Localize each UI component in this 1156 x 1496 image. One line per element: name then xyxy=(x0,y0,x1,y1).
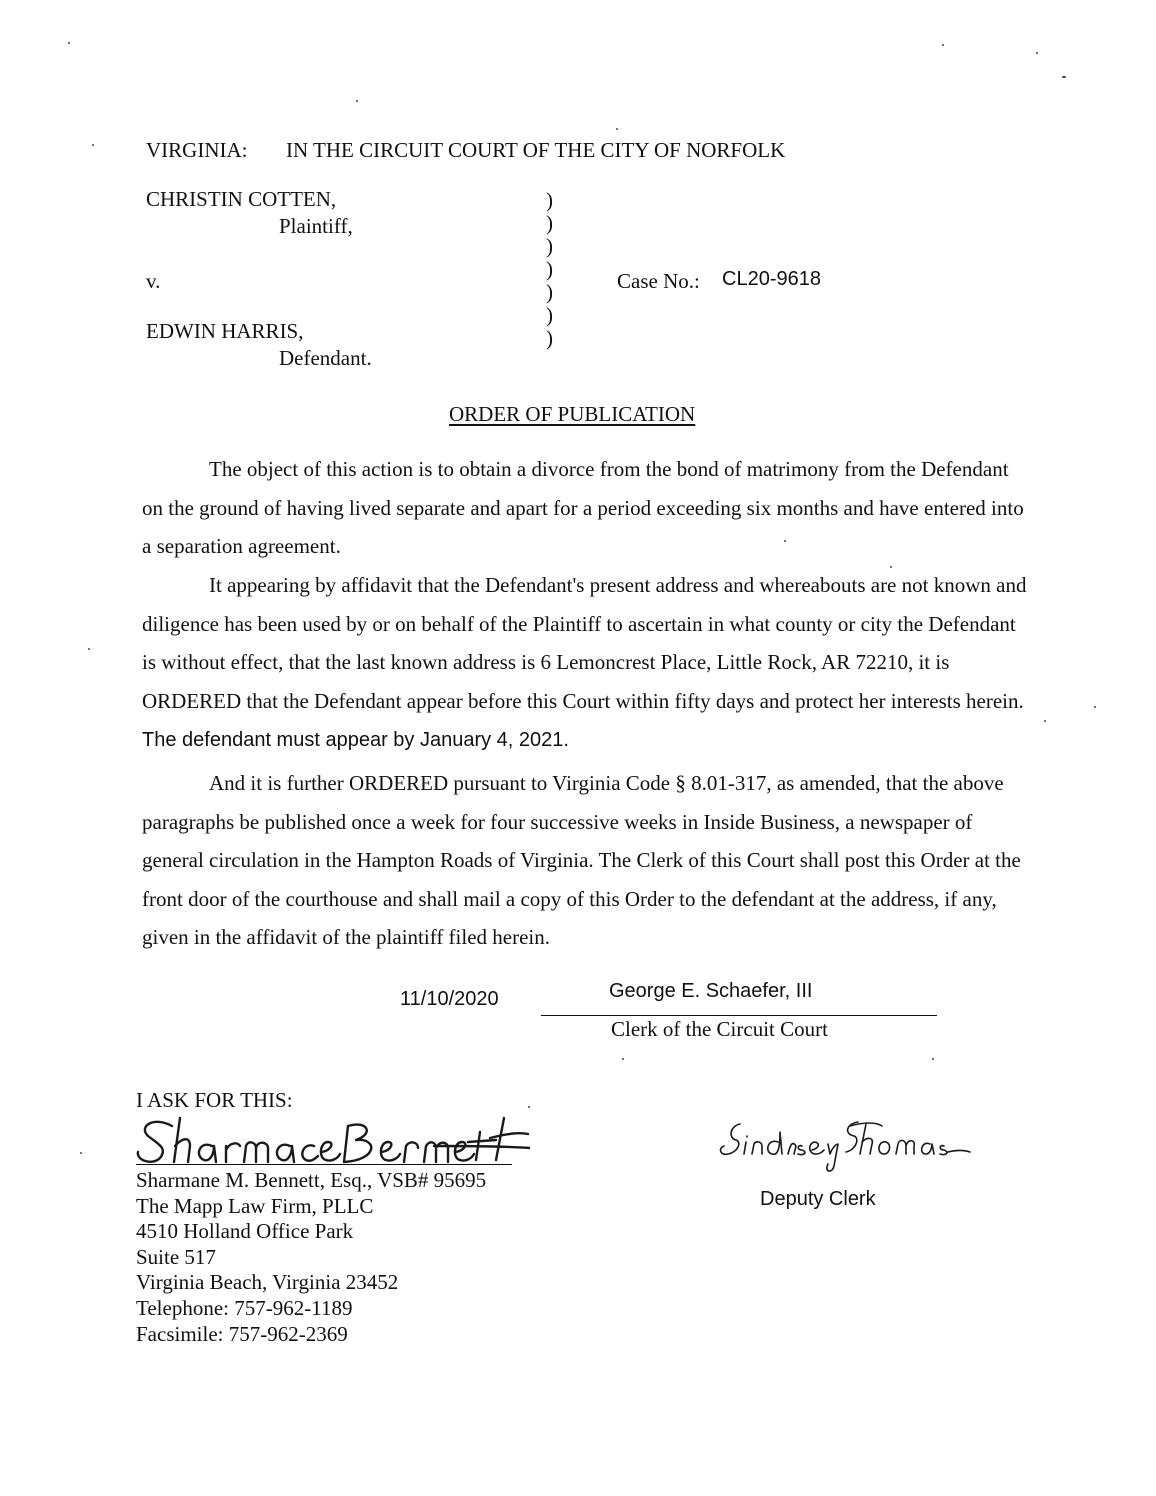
scan-speck xyxy=(942,44,944,46)
attorney-city: Virginia Beach, Virginia 23452 xyxy=(136,1270,399,1295)
attorney-firm: The Mapp Law Firm, PLLC xyxy=(136,1193,374,1218)
order-paragraph-3: And it is further ORDERED pursuant to Virginia Code § 8.01-317, as amended, that the above paragraphs be published once a week for four successive weeks in Inside Business, a newspaper of general circulation in the Hampton Roads of Virginia. The Clerk of this Court shall post this Order at the front door of the courthouse and shall mail a copy of this Order to the defendant at the address, if any, given in the affidavit of the plaintiff filed herein. xyxy=(142,771,1021,949)
scan-speck xyxy=(1094,706,1096,708)
caption-parenthesis: ) xyxy=(546,257,553,281)
defendant-role: Defendant. xyxy=(279,346,372,370)
scan-speck xyxy=(1062,76,1066,78)
caption-parenthesis-column xyxy=(546,189,553,350)
plaintiff-name: CHRISTIN COTTEN, xyxy=(146,187,337,211)
attorney-telephone: Telephone: 757-962-1189 xyxy=(136,1295,353,1320)
scan-speck xyxy=(528,1106,530,1108)
clerk-name: George E. Schaefer, III xyxy=(609,980,813,1002)
scan-speck xyxy=(1044,720,1046,722)
attorney-signature xyxy=(134,1112,530,1168)
order-paragraph-2-text: It appearing by affidavit that the Defendant's present address and whereabouts are not known and diligence has been used by or on behalf of the Plaintiff to ascertain in what county or city the Defendant is without effect, that the last known address is 6 Lemoncrest Place, Little Rock, AR 72210, it is ORDERED that the Defendant appear before this Court within fifty days and protect her interests herein. xyxy=(142,573,1027,713)
deputy-clerk-title: Deputy Clerk xyxy=(760,1188,876,1210)
scan-speck xyxy=(92,144,94,146)
attorney-facsimile: Facsimile: 757-962-2369 xyxy=(136,1321,348,1346)
request-label: I ASK FOR THIS: xyxy=(136,1088,293,1112)
scan-speck xyxy=(68,42,70,44)
deputy-clerk-signature xyxy=(716,1116,972,1176)
caption-parenthesis: ) xyxy=(546,188,553,212)
scan-speck xyxy=(932,1058,934,1060)
scan-speck xyxy=(80,1152,82,1154)
caption-parenthesis: ) xyxy=(546,280,553,304)
scan-speck xyxy=(622,1058,624,1060)
caption-parenthesis: ) xyxy=(546,303,553,327)
caption-parenthesis: ) xyxy=(546,326,553,350)
caption-parenthesis: ) xyxy=(546,234,553,258)
case-number-label: Case No.: xyxy=(617,269,700,293)
scan-speck xyxy=(356,100,358,102)
order-paragraph-2 xyxy=(142,566,1032,760)
attorney-signature-line xyxy=(136,1164,512,1165)
defendant-name: EDWIN HARRIS, xyxy=(146,319,304,343)
scan-speck xyxy=(88,648,90,650)
case-number-value: CL20-9618 xyxy=(722,268,821,290)
attorney-street: 4510 Holland Office Park xyxy=(136,1219,354,1244)
appearance-deadline: The defendant must appear by January 4, 2021. xyxy=(142,729,569,751)
order-date: 11/10/2020 xyxy=(400,988,499,1010)
clerk-signature-line xyxy=(541,1015,937,1016)
clerk-title: Clerk of the Circuit Court xyxy=(611,1017,828,1041)
caption-court: IN THE CIRCUIT COURT OF THE CITY OF NORFOLK xyxy=(286,138,786,162)
attorney-contact-block xyxy=(136,1168,486,1347)
scan-speck xyxy=(1036,52,1038,54)
versus-label: v. xyxy=(146,269,161,293)
scan-speck xyxy=(616,128,618,130)
order-paragraph-1: The object of this action is to obtain a divorce from the bond of matrimony from the Defendant on the ground of having lived separate and apart for a period exceeding six months and have entered into a separation agreement. xyxy=(142,457,1024,558)
attorney-suite: Suite 517 xyxy=(136,1244,216,1269)
plaintiff-role: Plaintiff, xyxy=(279,214,353,238)
attorney-name: Sharmane M. Bennett, Esq., VSB# 95695 xyxy=(136,1168,487,1192)
caption-state: VIRGINIA: xyxy=(146,138,248,162)
order-title: ORDER OF PUBLICATION xyxy=(449,402,696,426)
caption-parenthesis: ) xyxy=(546,211,553,235)
